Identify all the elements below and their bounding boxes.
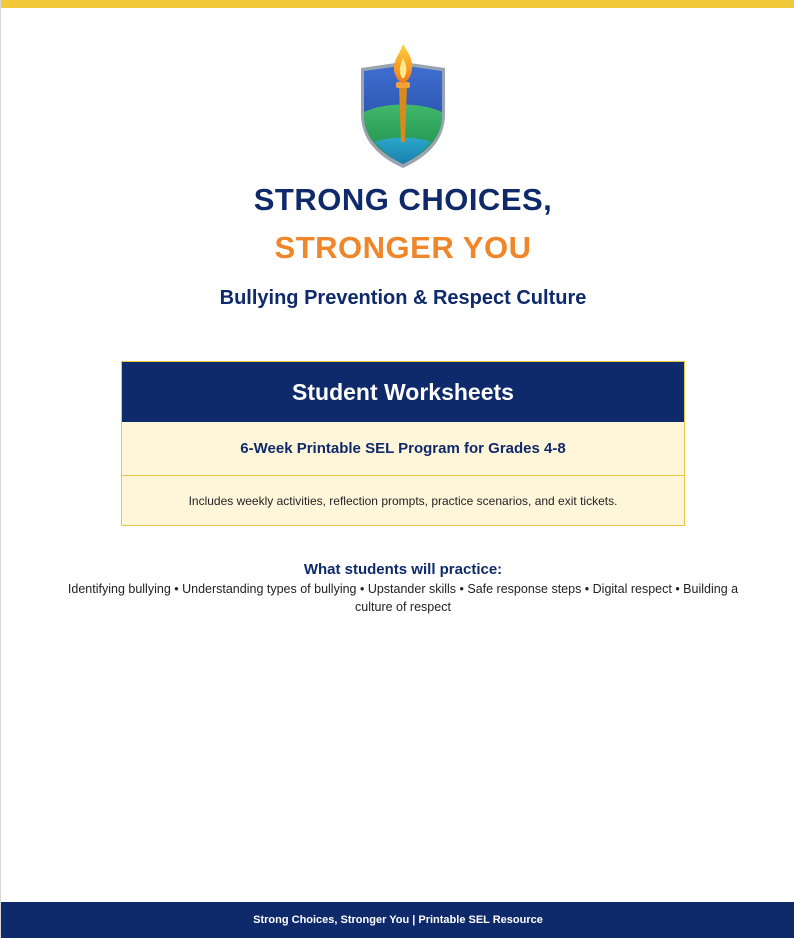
- box-header: Student Worksheets: [122, 362, 684, 422]
- worksheets-info-box: [121, 361, 685, 526]
- page-title-line-2: STRONGER YOU: [274, 230, 532, 265]
- torch-shield-logo-icon: [355, 42, 451, 172]
- program-description: 6-Week Printable SEL Program for Grades 4-8: [122, 422, 684, 476]
- top-accent-bar: [1, 0, 794, 8]
- footer-bar: [1, 902, 794, 938]
- practice-skills-list: Identifying bullying • Understanding types of bullying • Upstander skills • Safe response steps • Digital respect • Building a culture of respect: [67, 582, 739, 614]
- footer-text: Strong Choices, Stronger You | Printable SEL Resource: [253, 914, 543, 926]
- page-title-line-1: STRONG CHOICES,: [253, 182, 553, 217]
- practice-heading: What students will practice:: [303, 561, 503, 578]
- page-subtitle: Bullying Prevention & Respect Culture: [219, 287, 587, 309]
- includes-description: Includes weekly activities, reflection prompts, practice scenarios, and exit tickets.: [122, 476, 684, 525]
